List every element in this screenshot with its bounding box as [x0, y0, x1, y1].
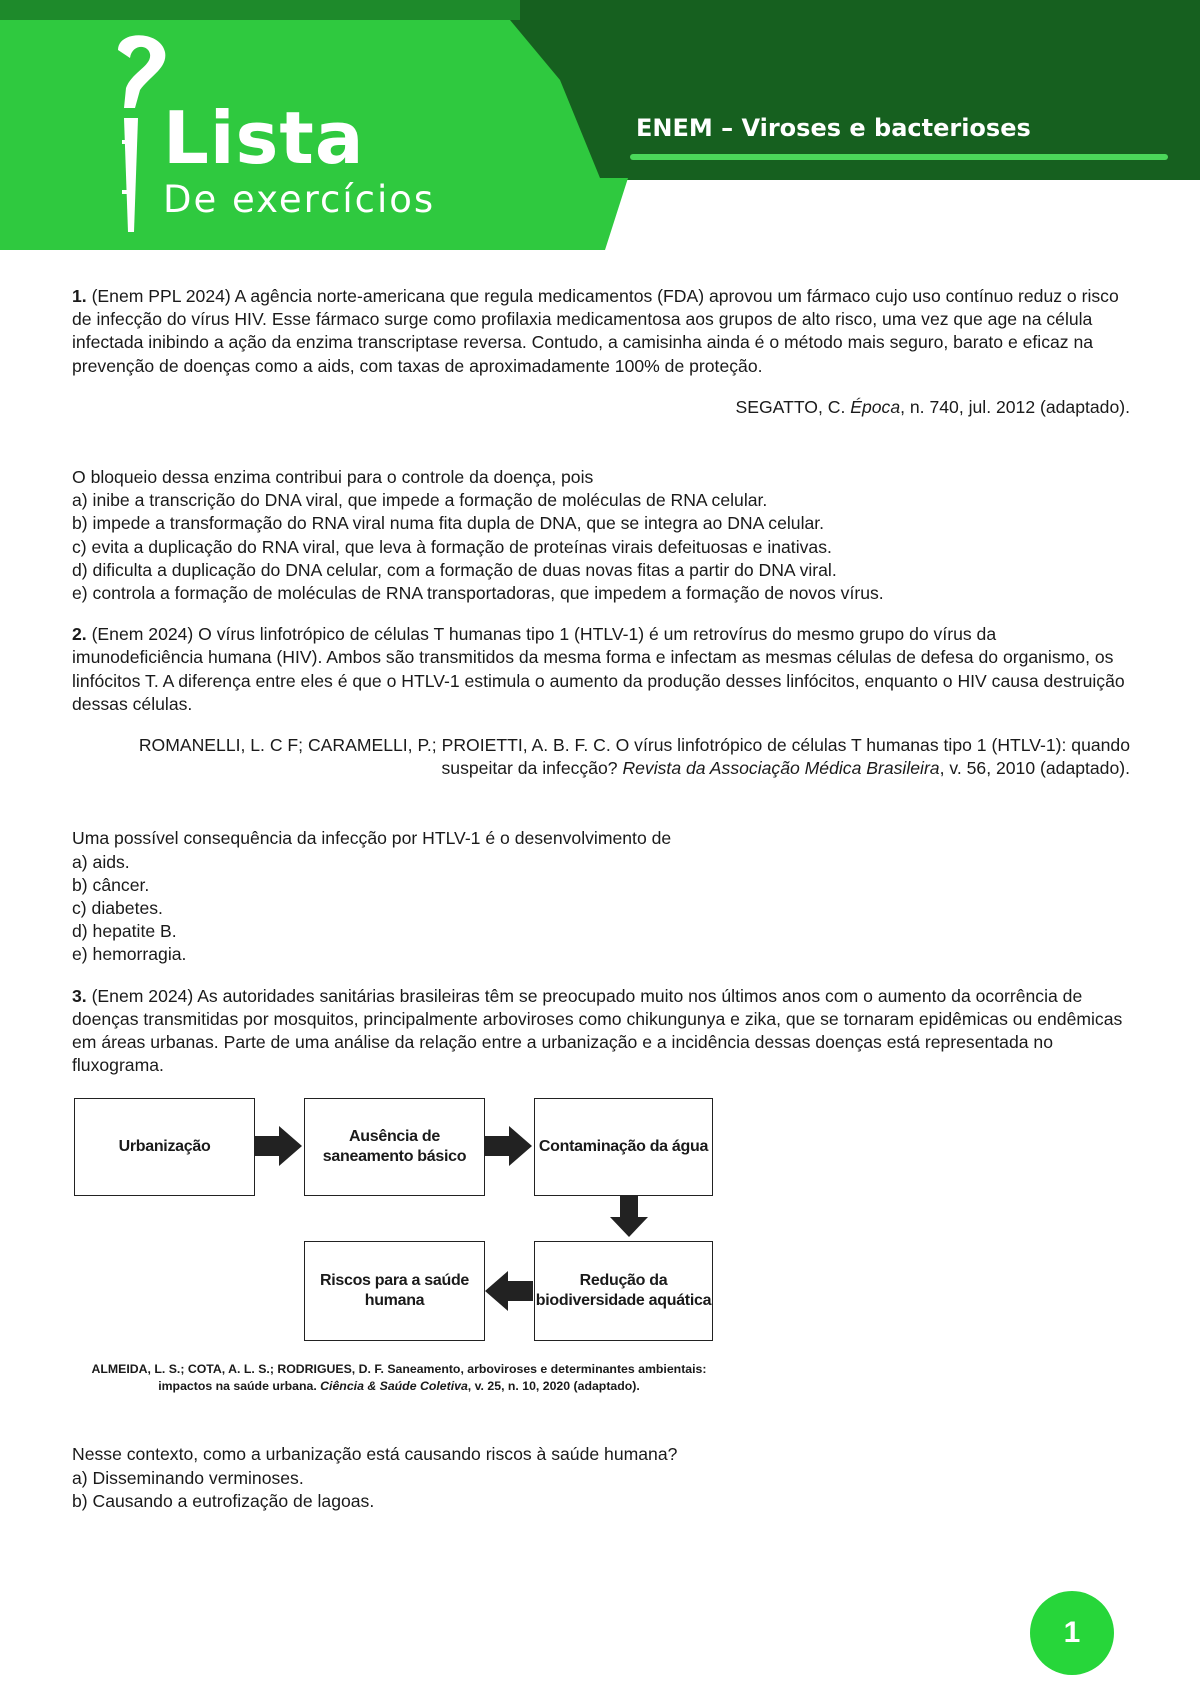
- question-2-source: [72, 734, 1130, 780]
- question-1-option-a[interactable]: a) inibe a transcrição do DNA viral, que impede a formação de moléculas de RNA celular.: [72, 490, 768, 511]
- source-text: ALMEIDA, L. S.; COTA, A. L. S.; RODRIGUES, D. F. Saneamento, arboviroses e determinantes ambientais: impactos na saúde urbana.: [91, 1362, 707, 1394]
- question-1-option-b[interactable]: b) impede a transformação do RNA viral numa fita dupla de DNA, que se integra ao DNA celular.: [72, 513, 825, 534]
- page-number-badge: 1: [1030, 1591, 1114, 1675]
- question-3-prompt: Nesse contexto, como a urbanização está causando riscos à saúde humana?: [72, 1444, 678, 1465]
- question-1-option-e[interactable]: e) controla a formação de moléculas de RNA transportadoras, que impedem a formação de novos vírus.: [72, 583, 884, 604]
- question-1-option-c[interactable]: c) evita a duplicação do RNA viral, que leva à formação de proteínas virais defeituosas e inativas.: [72, 536, 832, 557]
- question-text: (Enem PPL 2024) A agência norte-americana que regula medicamentos (FDA) aprovou um fármaco cujo uso contínuo reduz o risco de infecção do vírus HIV. Esse fármaco surge como profilaxia medicamentosa aos grupos de alto risco, uma vez que age na célula infectada inibindo a ação da enzima transcriptase reversa. Contudo, a camisinha ainda é o método mais seguro, barato e eficaz na prevenção de doenças como a aids, com taxas de aproximadamente 100% de proteção.: [72, 286, 1119, 376]
- flow-box-reducao: Redução da biodiversidade aquática: [534, 1241, 713, 1341]
- source-text: ROMANELLI, L. C F; CARAMELLI, P.; PROIETTI, A. B. F. C. O vírus linfotrópico de células T humanas tipo 1 (HTLV-1): quando suspeitar da infecção?: [138, 735, 1130, 779]
- arrow-left-icon: [485, 1271, 533, 1311]
- question-number: 1.: [72, 286, 87, 306]
- question-1-statement: [72, 285, 1130, 378]
- question-2-option-d[interactable]: d) hepatite B.: [72, 921, 177, 942]
- question-text: (Enem 2024) As autoridades sanitárias brasileiras têm se preocupado muito nos últimos anos com o aumento da ocorrência de doenças transmitidas por mosquitos, principalmente arboviroses como chikungunya e zika, que se tornaram epidêmicas ou endêmicas em áreas urbanas. Parte de uma análise da relação entre a urbanização e a incidência dessas doenças está representada no fluxograma.: [72, 985, 1123, 1076]
- question-number: 2.: [72, 624, 87, 645]
- arrow-right-icon: [484, 1126, 532, 1166]
- arrow-right-icon: [254, 1126, 302, 1166]
- question-1-prompt: O bloqueio dessa enzima contribui para o controle da doença, pois: [72, 467, 594, 488]
- question-2-option-c[interactable]: c) diabetes.: [72, 898, 163, 919]
- question-1-source: [72, 396, 1130, 419]
- question-2-statement: [72, 623, 1130, 716]
- question-2-option-e[interactable]: e) hemorragia.: [72, 944, 187, 965]
- brand-title: Lista: [163, 96, 365, 180]
- topic-title: ENEM – Viroses e bacterioses: [636, 114, 1031, 142]
- source-text: , v. 25, n. 10, 2020 (adaptado).: [467, 1379, 640, 1394]
- source-text: , v. 56, 2010 (adaptado).: [939, 758, 1130, 779]
- question-3-option-b[interactable]: b) Causando a eutrofização de lagoas.: [72, 1490, 375, 1511]
- arrow-down-icon: [610, 1195, 648, 1237]
- question-2-prompt: Uma possível consequência da infecção por HTLV-1 é o desenvolvimento de: [72, 828, 672, 849]
- flow-box-contaminacao: Contaminação da água: [534, 1098, 713, 1196]
- flow-box-urbanizacao: Urbanização: [74, 1098, 255, 1196]
- question-text: (Enem 2024) O vírus linfotrópico de células T humanas tipo 1 (HTLV-1) é um retrovírus do mesmo grupo do vírus da imunodeficiência humana (HIV). Ambos são transmitidos da mesma forma e infectam as mesmas células de defesa do organismo, os linfócitos T. A diferença entre eles é que o HTLV-1 estimula o aumento da produção desses linfócitos, enquanto o HIV causa destruição dessas células.: [72, 624, 1125, 714]
- question-3-option-a[interactable]: a) Disseminando verminoses.: [72, 1467, 304, 1488]
- flow-box-saneamento: Ausência de saneamento básico: [304, 1098, 485, 1196]
- page-header: [0, 0, 1200, 252]
- flow-box-riscos: Riscos para a saúde humana: [304, 1241, 485, 1341]
- flowchart: [74, 1095, 724, 1405]
- brand-subtitle: De exercícios: [163, 178, 436, 221]
- question-2-option-b[interactable]: b) câncer.: [72, 874, 150, 895]
- source-text: , n. 740, jul. 2012 (adaptado).: [900, 396, 1130, 417]
- source-italic: Época: [850, 396, 901, 417]
- question-number: 3.: [72, 985, 87, 1006]
- source-italic: Revista da Associação Médica Brasileira: [622, 758, 940, 779]
- exercise-content: [72, 285, 1130, 1513]
- question-2-option-a[interactable]: a) aids.: [72, 851, 130, 872]
- source-text: SEGATTO, C.: [735, 396, 851, 417]
- question-1-option-d[interactable]: d) dificulta a duplicação do DNA celular, com a formação de duas novas fitas a partir do DNA viral.: [72, 559, 837, 580]
- flowchart-source: [74, 1361, 724, 1395]
- question-3-statement: [72, 985, 1130, 1078]
- source-italic: Ciência & Saúde Coletiva: [320, 1379, 468, 1394]
